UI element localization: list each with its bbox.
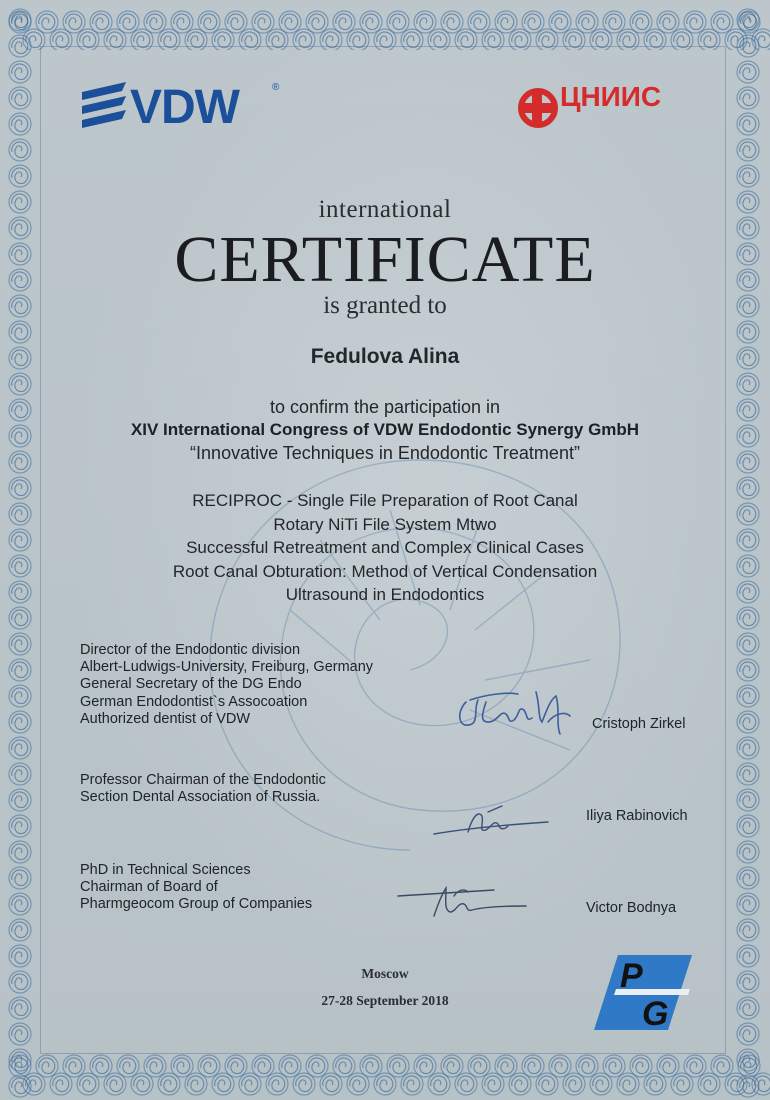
ornament-spiral xyxy=(266,29,288,50)
ornament-spiral xyxy=(9,165,31,187)
ornament-spiral xyxy=(9,9,31,31)
ornament-spiral xyxy=(698,1073,720,1095)
signatory-credentials-zirkel xyxy=(80,642,373,728)
signature-zirkel xyxy=(448,672,578,752)
ornament-spiral xyxy=(737,841,759,863)
ornament-spiral xyxy=(9,35,31,57)
ornament-spiral xyxy=(644,29,666,50)
ornament-spiral xyxy=(9,373,31,395)
ornament-spiral xyxy=(455,1073,477,1095)
ornament-spiral xyxy=(9,737,31,759)
ornament-spiral xyxy=(737,321,759,343)
ornament-spiral xyxy=(737,763,759,785)
event-place: Moscow xyxy=(361,966,409,981)
topics-list xyxy=(0,489,770,607)
ornament-spiral xyxy=(455,29,477,50)
ornament-spiral xyxy=(536,29,558,50)
ornament-spiral xyxy=(9,685,31,707)
ornament-spiral xyxy=(737,711,759,733)
ornament-spiral xyxy=(401,29,423,50)
ornament-spiral xyxy=(9,87,31,109)
ornament-spiral xyxy=(536,1073,558,1095)
ornament-spiral xyxy=(563,1073,585,1095)
ornament-spiral xyxy=(428,1073,450,1095)
ornament-spiral xyxy=(737,919,759,941)
ornament-spiral xyxy=(320,29,342,50)
ornament-spiral xyxy=(9,659,31,681)
ornament-spiral xyxy=(212,29,234,50)
credential-line: PhD in Technical Sciences xyxy=(80,862,251,878)
ornament-spiral xyxy=(563,29,585,50)
ornament-spiral xyxy=(9,633,31,655)
ornament-spiral xyxy=(9,919,31,941)
ornament-spiral xyxy=(737,61,759,83)
ornament-spiral xyxy=(9,763,31,785)
ornament-spiral xyxy=(9,139,31,161)
ornament-spiral xyxy=(9,815,31,837)
ornament-spiral xyxy=(737,945,759,967)
ornament-spiral xyxy=(9,1023,31,1045)
ornament-spiral xyxy=(698,29,720,50)
ornament-spiral xyxy=(590,1073,612,1095)
pg-logo xyxy=(594,955,692,1030)
ornament-spiral xyxy=(158,1073,180,1095)
ornament-spiral xyxy=(737,1075,759,1097)
ornament-spiral xyxy=(293,29,315,50)
ornament-spiral xyxy=(617,29,639,50)
ornament-spiral xyxy=(737,685,759,707)
ornament-spiral xyxy=(104,29,126,50)
ornament-spiral xyxy=(737,9,759,31)
credential-line: General Secretary of the DG Endo xyxy=(80,676,302,693)
topic-item: Ultrasound in Endodontics xyxy=(285,585,485,604)
ornament-spiral xyxy=(9,1049,31,1071)
credential-line: German Endodontist`s Assocoation xyxy=(80,693,308,710)
svg-text:VDW: VDW xyxy=(130,81,239,130)
vdw-logo xyxy=(82,78,292,130)
ornament-border-bottom xyxy=(0,1052,770,1100)
ornament-spiral xyxy=(9,945,31,967)
ornament-spiral xyxy=(77,1073,99,1095)
ornament-spiral xyxy=(9,321,31,343)
svg-text:®: ® xyxy=(272,82,280,93)
ornament-spiral xyxy=(9,841,31,863)
ornament-spiral xyxy=(9,1075,31,1097)
ornament-spiral xyxy=(737,737,759,759)
granted-to-text: is granted to xyxy=(323,292,447,319)
ornament-spiral xyxy=(737,1049,759,1071)
ornament-spiral xyxy=(737,87,759,109)
ornament-spiral xyxy=(671,1073,693,1095)
ornament-spiral xyxy=(9,113,31,135)
ornament-spiral xyxy=(9,607,31,629)
ornament-spiral xyxy=(50,29,72,50)
congress-theme: “Innovative Techniques in Endodontic Treatment” xyxy=(190,443,580,463)
signatory-credentials-rabinovich xyxy=(80,772,326,806)
ornament-spiral xyxy=(185,1073,207,1095)
ornament-spiral xyxy=(737,113,759,135)
recipient-name: Fedulova Alina xyxy=(310,345,460,368)
signatory-name-bodnya: Victor Bodnya xyxy=(586,900,677,916)
ornament-spiral xyxy=(737,867,759,889)
ornament-spiral xyxy=(131,1073,153,1095)
ornament-spiral xyxy=(9,61,31,83)
ornament-spiral xyxy=(428,29,450,50)
ornament-spiral xyxy=(737,35,759,57)
certificate-subtitle: international xyxy=(318,196,452,223)
ornament-spiral xyxy=(737,1023,759,1045)
ornament-spiral xyxy=(104,1073,126,1095)
ornament-spiral xyxy=(737,633,759,655)
ornament-spiral xyxy=(212,1073,234,1095)
ornament-spiral xyxy=(737,815,759,837)
ornament-spiral xyxy=(347,1073,369,1095)
ornament-spiral xyxy=(77,29,99,50)
ornament-spiral xyxy=(737,659,759,681)
ornament-spiral xyxy=(590,29,612,50)
signatory-name-zirkel: Cristoph Zirkel xyxy=(592,716,686,732)
topic-item: RECIPROC - Single File Preparation of Root Canal xyxy=(192,491,578,510)
ornament-spiral xyxy=(9,893,31,915)
event-date: 27-28 September 2018 xyxy=(321,993,449,1008)
credential-line: Chairman of Board of xyxy=(80,879,218,896)
signatory-credentials-bodnya xyxy=(80,862,312,914)
ornament-spiral xyxy=(239,1073,261,1095)
ornament-spiral xyxy=(737,165,759,187)
cniis-logo xyxy=(516,80,696,130)
svg-text:ЦНИИС: ЦНИИС xyxy=(560,81,662,112)
ornament-spiral xyxy=(293,1073,315,1095)
ornament-spiral xyxy=(737,373,759,395)
svg-text:P: P xyxy=(620,957,643,995)
credential-line: Pharmgeocom Group of Companies xyxy=(80,896,313,913)
signature-bodnya xyxy=(394,876,534,926)
ornament-spiral xyxy=(401,1073,423,1095)
ornament-spiral xyxy=(482,1073,504,1095)
ornament-spiral xyxy=(374,1073,396,1095)
ornament-spiral xyxy=(50,1073,72,1095)
credential-line: Albert-Ludwigs-University, Freiburg, Germany xyxy=(80,659,374,676)
ornament-spiral xyxy=(737,893,759,915)
credential-line: Professor Chairman of the Endodontic xyxy=(80,772,326,788)
topic-item: Root Canal Obturation: Method of Vertical Condensation xyxy=(172,561,598,581)
ornament-border-top xyxy=(0,0,770,50)
ornament-spiral xyxy=(482,29,504,50)
confirm-text: to confirm the participation in xyxy=(269,397,501,417)
ornament-spiral xyxy=(671,29,693,50)
ornament-spiral xyxy=(737,789,759,811)
topic-item: Successful Retreatment and Complex Clinical Cases xyxy=(186,538,584,557)
ornament-spiral xyxy=(239,29,261,50)
signatory-name-rabinovich: Iliya Rabinovich xyxy=(586,808,688,824)
ornament-spiral xyxy=(374,29,396,50)
ornament-spiral xyxy=(158,29,180,50)
svg-text:G: G xyxy=(642,995,669,1030)
credential-line: Director of the Endodontic division xyxy=(80,642,301,658)
ornament-spiral xyxy=(509,29,531,50)
ornament-spiral xyxy=(9,789,31,811)
ornament-spiral xyxy=(737,139,759,161)
ornament-spiral xyxy=(9,711,31,733)
credential-line: Authorized dentist of VDW xyxy=(80,710,251,727)
ornament-spiral xyxy=(185,29,207,50)
credential-line: Section Dental Association of Russia. xyxy=(80,789,321,806)
ornament-spiral xyxy=(320,1073,342,1095)
ornament-spiral xyxy=(644,1073,666,1095)
signature-rabinovich xyxy=(428,796,568,846)
certificate-title: CERTIFICATE xyxy=(174,223,596,296)
congress-name: XIV International Congress of VDW Endodontic Synergy GmbH xyxy=(130,420,640,439)
ornament-spiral xyxy=(9,867,31,889)
ornament-spiral xyxy=(347,29,369,50)
ornament-spiral xyxy=(509,1073,531,1095)
ornament-spiral xyxy=(131,29,153,50)
ornament-spiral xyxy=(737,607,759,629)
ornament-spiral xyxy=(617,1073,639,1095)
ornament-spiral xyxy=(266,1073,288,1095)
topic-item: Rotary NiTi File System Mtwo xyxy=(273,514,497,534)
